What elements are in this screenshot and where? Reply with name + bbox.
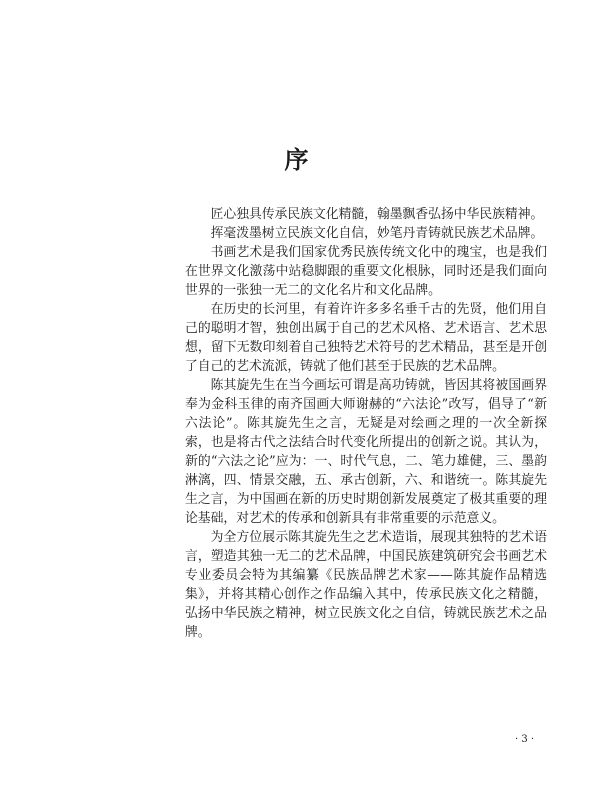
preface-body	[185, 205, 547, 642]
preface-paragraph: 在历史的长河里，有着许许多多名垂千古的先贤，他们用自己的聪明才智，独创出属于自己的艺术风格、艺术语言、艺术思想，留下无数印刻着自己独特艺术符号的艺术精品，甚至是开创了自己的艺术流派，铸就了他们甚至于民族的艺术品牌。	[185, 302, 547, 374]
preface-paragraph: 匠心独具传承民族文化精髓，翰墨飘香弘扬中华民族精神。	[210, 207, 544, 222]
preface-paragraph: 挥毫泼墨树立民族文化自信，妙笔丹青铸就民族艺术品牌。	[210, 226, 544, 241]
preface-paragraph: 书画艺术是我们国家优秀民族传统文化中的瑰宝，也是我们在世界文化激荡中站稳脚跟的重要文化根脉，同时还是我们面向世界的一张独一无二的文化名片和文化品牌。	[185, 245, 547, 298]
preface-paragraph: 陈其旋先生在当今画坛可谓是高功铸就，皆因其将被国画界奉为金科玉律的南齐国画大师谢赫的“六法论”改写，倡导了“新六法论”。陈其旋先生之言，无疑是对绘画之理的一次全新探索，也是将古代之法结合时代变化所提出的创新之说。其认为，新的“六法之论”应为：一、时代气息，二、笔力雄健，三、墨韵淋漓，四、情景交融，五、承古创新，六、和谐统一。陈其旋先生之言，为中国画在新的历史时期创新发展奠定了极其重要的理论基础，对艺术的传承和创新具有非常重要的示范意义。	[185, 378, 547, 526]
page-number: · 3 ·	[515, 734, 535, 745]
preface-title: 序	[284, 145, 311, 174]
preface-paragraph: 为全方位展示陈其旋先生之艺术造诣，展现其独特的艺术语言，塑造其独一无二的艺术品牌，中国民族建筑研究会书画艺术专业委员会特为其编纂《民族品牌艺术家——陈其旋作品精选集》，并将其精心创作之作品编入其中，传承民族文化之精髓，弘扬中华民族之精神，树立民族文化之自信，铸就民族艺术之品牌。	[185, 530, 547, 640]
